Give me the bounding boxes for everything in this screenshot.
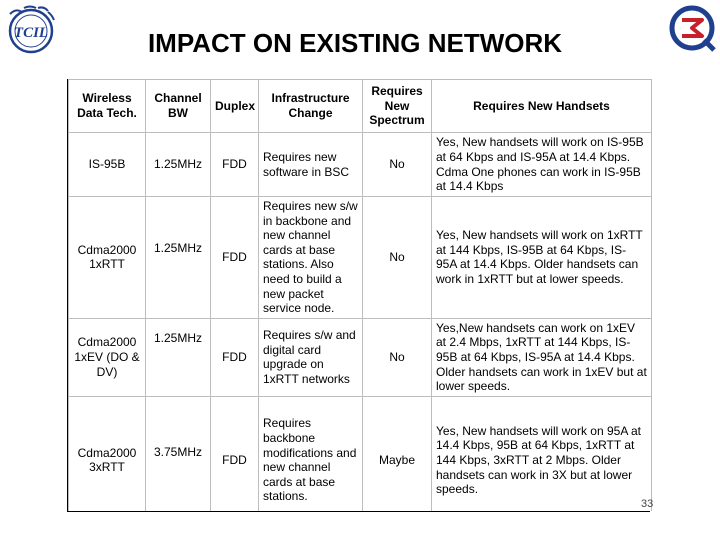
cell-tech: IS-95B bbox=[69, 133, 146, 197]
cell-tech: Cdma2000 3xRTT bbox=[69, 396, 146, 511]
cell-bw: 1.25MHz bbox=[146, 318, 211, 396]
table-row bbox=[69, 197, 652, 319]
table-bottom-border bbox=[67, 511, 650, 512]
header-infra: Infrastructure Change bbox=[259, 80, 363, 133]
table-row bbox=[69, 396, 652, 511]
table-header-row bbox=[69, 80, 652, 133]
cell-tech: Cdma2000 1xRTT bbox=[69, 197, 146, 319]
header-duplex: Duplex bbox=[211, 80, 259, 133]
page-title: IMPACT ON EXISTING NETWORK bbox=[147, 28, 563, 58]
cell-bw: 3.75MHz bbox=[146, 396, 211, 511]
cell-duplex: FDD bbox=[211, 318, 259, 396]
cell-infra: Requires backbone modifications and new channel cards at base stations. bbox=[259, 396, 363, 511]
header-tech: Wireless Data Tech. bbox=[69, 80, 146, 133]
cell-spectrum: No bbox=[363, 318, 432, 396]
cell-duplex: FDD bbox=[211, 396, 259, 511]
header-spectrum: Requires New Spectrum bbox=[363, 80, 432, 133]
network-impact-table bbox=[67, 79, 652, 511]
page-number: 33 bbox=[641, 498, 654, 510]
table-row bbox=[69, 318, 652, 396]
table-row bbox=[69, 133, 652, 197]
cell-infra: Requires s/w and digital card upgrade on 1xRTT networks bbox=[259, 318, 363, 396]
cell-bw: 1.25MHz bbox=[146, 133, 211, 197]
cell-bw: 1.25MHz bbox=[146, 197, 211, 319]
cell-spectrum: No bbox=[363, 197, 432, 319]
header-bw: Channel BW bbox=[146, 80, 211, 133]
cell-handsets: Yes, New handsets will work on IS-95B at 64 Kbps and IS-95A at 14.4 Kbps. Cdma One phones can work in IS-95B at 14.4 Kbps bbox=[432, 133, 652, 197]
cell-handsets: Yes,New handsets can work on 1xEV at 2.4 Mbps, 1xRTT at 144 Kbps, IS-95B at 64 Kbps, IS-95A at 14.4 Kbps. Older handsets can work in 1xEV but at lower speeds. bbox=[432, 318, 652, 396]
header-handsets: Requires New Handsets bbox=[432, 80, 652, 133]
cell-infra: Requires new s/w in backbone and new channel cards at base stations. Also need to build a new packet service node. bbox=[259, 197, 363, 319]
cell-spectrum: No bbox=[363, 133, 432, 197]
cell-handsets: Yes, New handsets will work on 1xRTT at 144 Kbps, IS-95B at 64 Kbps, IS-95A at 14.4 Kbps. Older handsets can work in 1xRTT but at lower speeds. bbox=[432, 197, 652, 319]
cell-duplex: FDD bbox=[211, 133, 259, 197]
company-emblem-icon bbox=[668, 4, 718, 54]
cell-handsets: Yes, New handsets will work on 95A at 14.4 Kbps, 95B at 64 Kbps, 1xRTT at 144 Kbps, 3xRTT at 2 Mbps. Older handsets can work in 3X but at lower speeds. bbox=[432, 396, 652, 511]
cell-infra: Requires new software in BSC bbox=[259, 133, 363, 197]
cell-spectrum: Maybe bbox=[363, 396, 432, 511]
tcil-logo-text: TCIL bbox=[13, 25, 49, 41]
company-logo bbox=[668, 4, 718, 54]
cell-duplex: FDD bbox=[211, 197, 259, 319]
cell-tech: Cdma2000 1xEV (DO & DV) bbox=[69, 318, 146, 396]
